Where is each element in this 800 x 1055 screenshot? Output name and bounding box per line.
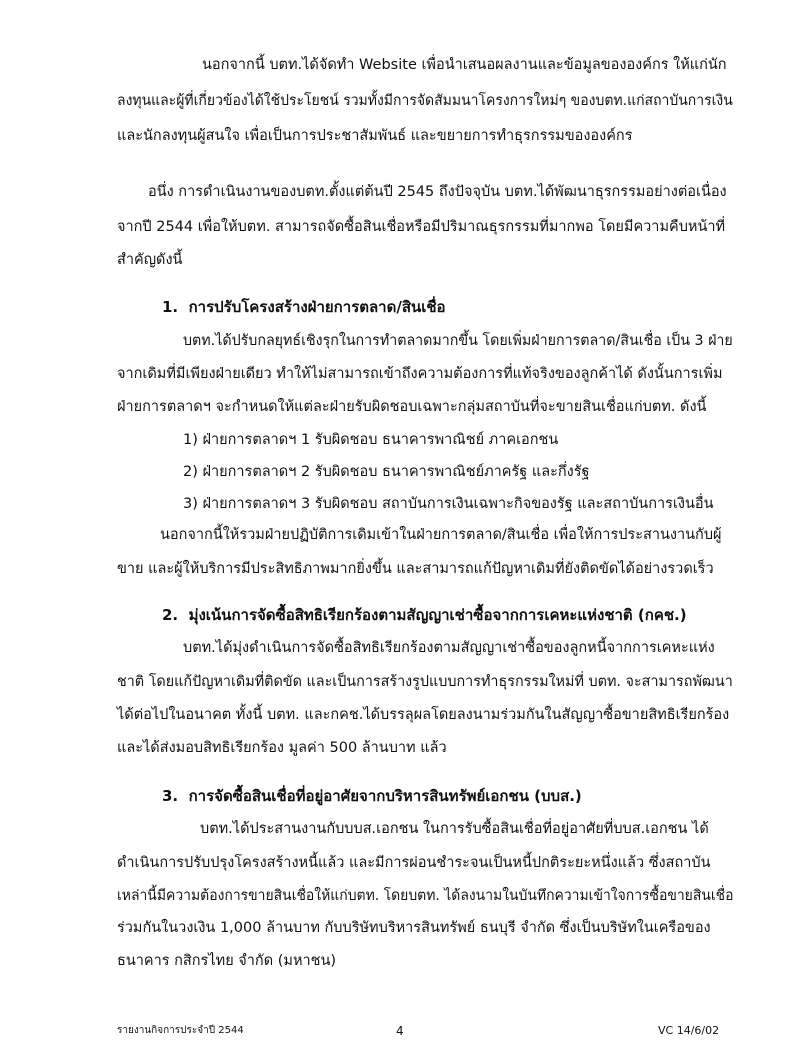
section-2-heading <box>162 605 687 625</box>
section-3-line-5: ธนาคาร กสิกรไทย จำกัด (มหาชน) <box>117 953 337 969</box>
paragraph-website-line-1: นอกจากนี้ บตท.ได้จัดทำ Website เพื่อนำเสนอผลงานและข้อมูลขององค์กร ให้แก่นัก <box>202 57 727 73</box>
section-1-closing-line-1: นอกจากนี้ให้รวมฝ่ายปฏิบัติการเดิมเข้าในฝ่ายการตลาด/สินเชื่อ เพื่อให้การประสานงานกับผู้ <box>160 527 722 543</box>
section-1-heading <box>162 297 446 317</box>
section-1-line-1: บตท.ได้ปรับกลยุทธ์เชิงรุกในการทำตลาดมากขึ้น โดยเพิ่มฝ่ายการตลาด/สินเชื่อ เป็น 3 ฝ่าย <box>183 333 733 349</box>
section-2-line-2: ชาติ โดยแก้ปัญหาเดิมที่ติดขัด และเป็นการสร้างรูปแบบการทำธุรกรรมใหม่ที่ บตท. จะสามารถพัฒนา <box>117 674 733 690</box>
section-1-line-3: ฝ่ายการตลาดฯ จะกำหนดให้แต่ละฝ่ายรับผิดชอบเฉพาะกลุ่มสถาบันที่จะขายสินเชื่อแก่บตท. ดังนี้ <box>117 399 707 415</box>
section-1-item-1: 1) ฝ่ายการตลาดฯ 1 รับผิดชอบ ธนาคารพาณิชย์ ภาคเอกชน <box>183 432 559 448</box>
footer-report-title: รายงานกิจการประจำปี 2544 <box>117 1025 244 1036</box>
section-3-title: การจัดซื้อสินเชื่อที่อยู่อาศัยจากบริหารสินทรัพย์เอกชน (บบส.) <box>188 787 582 805</box>
section-2-number: 2. <box>162 606 179 624</box>
section-2-line-1: บตท.ได้มุ่งดำเนินการจัดซื้อสิทธิเรียกร้องตามสัญญาเช่าซื้อของลูกหนี้จากการเคหะแห่ง <box>183 640 715 656</box>
paragraph-website-line-2: ลงทุนและผู้ที่เกี่ยวข้องได้ใช้ประโยชน์ รวมทั้งมีการจัดสัมมนาโครงการใหม่ๆ ของบตท.แก่สถาบันการเงิน <box>117 93 733 109</box>
paragraph-progress-line-3: สำคัญดังนี้ <box>117 252 183 268</box>
section-1-item-2: 2) ฝ่ายการตลาดฯ 2 รับผิดชอบ ธนาคารพาณิชย์ภาครัฐ และกึ่งรัฐ <box>183 464 590 480</box>
section-1-item-3: 3) ฝ่ายการตลาดฯ 3 รับผิดชอบ สถาบันการเงินเฉพาะกิจของรัฐ และสถาบันการเงินอื่น <box>183 496 714 512</box>
section-3-line-1: บตท.ได้ประสานงานกับบบส.เอกชน ในการรับซื้อสินเชื่อที่อยู่อาศัยที่บบส.เอกชน ได้ <box>200 821 709 837</box>
section-3-number: 3. <box>162 787 179 805</box>
section-2-line-3: ได้ต่อไปในอนาคต ทั้งนี้ บตท. และกคช.ได้บรรลุผลโดยลงนามร่วมกันในสัญญาซื้อขายสิทธิเรียกร้อง <box>117 707 730 723</box>
paragraph-progress-line-2: จากปี 2544 เพื่อให้บตท. สามารถจัดซื้อสินเชื่อหรือมีปริมาณธุรกรรมที่มากพอ โดยมีความคืบหน้าที่ <box>117 219 726 235</box>
section-1-title: การปรับโครงสร้างฝ่ายการตลาด/สินเชื่อ <box>188 298 446 316</box>
section-1-line-2: จากเดิมที่มีเพียงฝ่ายเดียว ทำให้ไม่สามารถเข้าถึงความต้องการที่แท้จริงของลูกค้าได้ ดังนั้นการเพิ่ม <box>117 366 723 382</box>
paragraph-progress-line-1: อนึ่ง การดำเนินงานของบตท.ตั้งแต่ต้นปี 2545 ถึงปัจจุบัน บตท.ได้พัฒนาธุรกรรมอย่างต่อเนื่อง <box>148 184 727 200</box>
section-1-number: 1. <box>162 298 179 316</box>
section-3-heading <box>162 786 582 806</box>
footer-page-number: 4 <box>396 1024 404 1038</box>
paragraph-website-line-3: และนักลงทุนผู้สนใจ เพื่อเป็นการประชาสัมพันธ์ และขยายการทำธุรกรรมขององค์กร <box>117 128 633 144</box>
footer-version-date: VC 14/6/02 <box>658 1024 720 1037</box>
section-3-line-2: ดำเนินการปรับปรุงโครงสร้างหนี้แล้ว และมีการผ่อนชำระจนเป็นหนี้ปกติระยะหนึ่งแล้ว ซึ่งสถาบัน <box>117 855 711 871</box>
section-3-line-4: ร่วมกันในวงเงิน 1,000 ล้านบาท กับบริษัทบริหารสินทรัพย์ ธนบุรี จำกัด ซึ่งเป็นบริษัทในเครือของ <box>117 920 711 936</box>
section-1-closing-line-2: ขาย และผู้ให้บริการมีประสิทธิภาพมากยิ่งขึ้น และสามารถแก้ปัญหาเดิมที่ยังติดขัดได้อย่างรวดเร็ว <box>117 561 714 577</box>
section-2-line-4: และได้ส่งมอบสิทธิเรียกร้อง มูลค่า 500 ล้านบาท แล้ว <box>117 740 447 756</box>
section-2-title: มุ่งเน้นการจัดซื้อสิทธิเรียกร้องตามสัญญาเช่าซื้อจากการเคหะแห่งชาติ (กคช.) <box>188 606 687 624</box>
section-3-line-3: เหล่านี้มีความต้องการขายสินเชื่อให้แก่บตท. โดยบตท. ได้ลงนามในบันทึกความเข้าใจการซื้อขายสินเชื่อ <box>117 888 734 904</box>
